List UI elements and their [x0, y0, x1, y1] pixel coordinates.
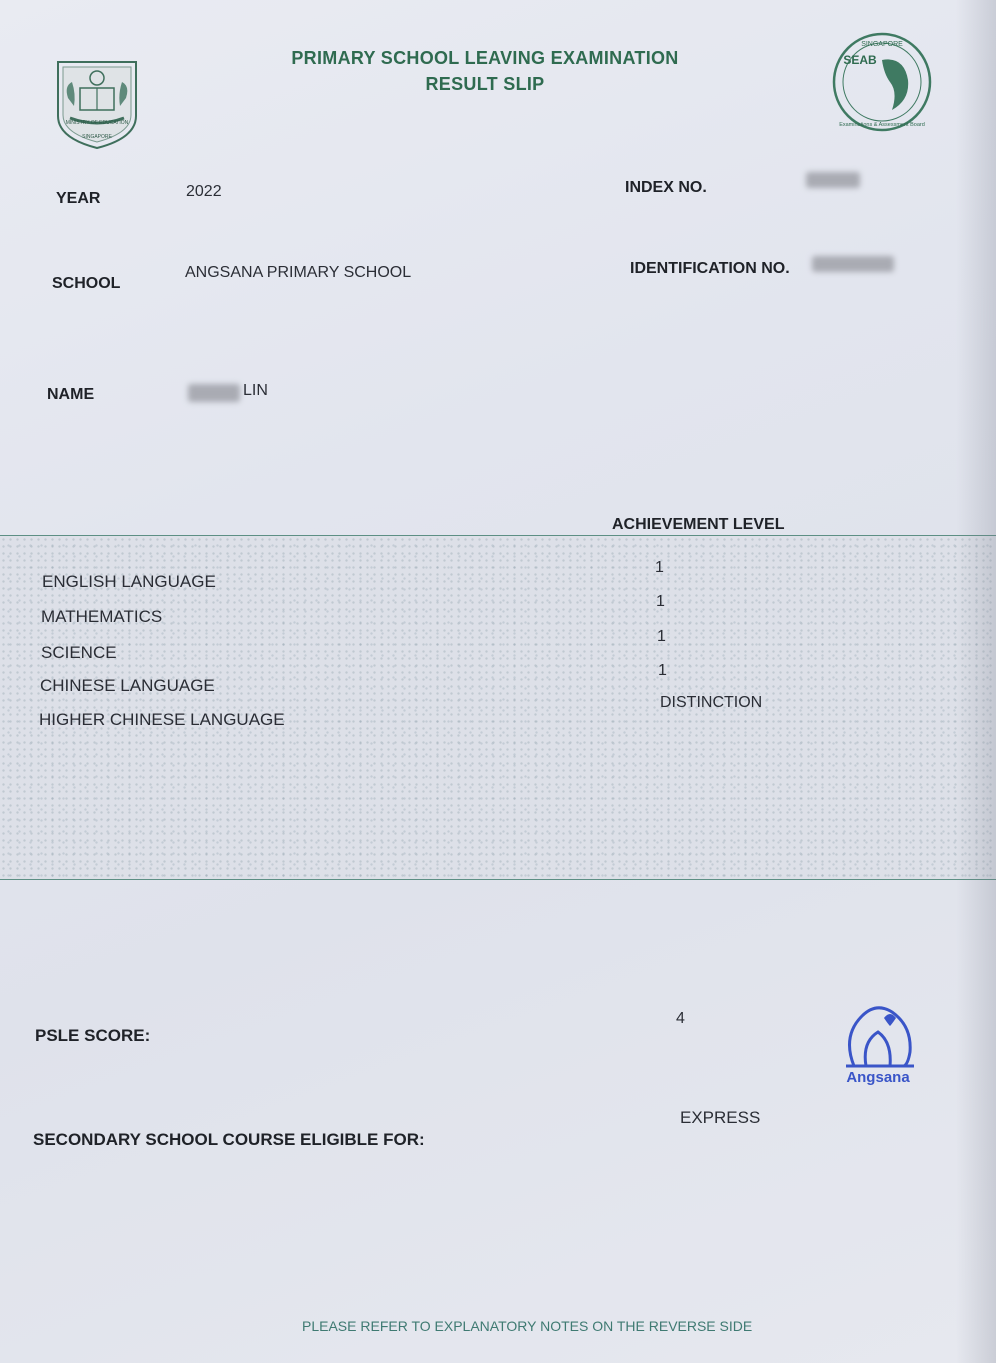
- year-value: 2022: [186, 183, 222, 200]
- school-value: ANGSANA PRIMARY SCHOOL: [185, 264, 412, 281]
- moe-logo-text: MINISTRY OF EDUCATION: [65, 120, 129, 126]
- seab-logo-top: SINGAPORE: [861, 41, 903, 48]
- psle-score-value: 4: [676, 1010, 685, 1027]
- name-redacted: [188, 384, 240, 402]
- moe-logo-sub: SINGAPORE: [82, 134, 112, 140]
- angsana-stamp-text: Angsana: [846, 1069, 910, 1086]
- table-row-subject: MATHEMATICS: [41, 607, 163, 626]
- table-row-subject: HIGHER CHINESE LANGUAGE: [39, 710, 285, 729]
- document-title: PRIMARY SCHOOL LEAVING EXAMINATION: [291, 48, 679, 68]
- paper-edge-shadow: [956, 0, 996, 1363]
- table-row-level: 1: [655, 559, 664, 576]
- school-label: SCHOOL: [52, 275, 121, 292]
- table-row-subject: SCIENCE: [41, 643, 117, 662]
- id-label: IDENTIFICATION NO.: [630, 260, 790, 277]
- moe-crest-logo: [50, 58, 144, 150]
- index-label: INDEX NO.: [625, 179, 707, 196]
- seab-logo-ring: Examinations & Assessment Board: [839, 122, 925, 128]
- course-eligible-value: EXPRESS: [680, 1108, 761, 1127]
- index-redacted: [806, 172, 860, 188]
- seab-logo: [830, 30, 934, 134]
- seab-logo-name: SEAB: [843, 53, 877, 67]
- name-value: LIN: [243, 382, 268, 399]
- table-row-level: DISTINCTION: [660, 694, 763, 711]
- achievement-level-header: ACHIEVEMENT LEVEL: [612, 516, 785, 533]
- table-row-level: 1: [657, 628, 666, 645]
- footer-note: PLEASE REFER TO EXPLANATORY NOTES ON THE REVERSE SIDE: [302, 1318, 753, 1334]
- table-row-level: 1: [658, 662, 667, 679]
- document-subtitle: RESULT SLIP: [425, 74, 545, 94]
- table-row-level: 1: [656, 593, 665, 610]
- course-eligible-label: SECONDARY SCHOOL COURSE ELIGIBLE FOR:: [33, 1130, 425, 1149]
- year-label: YEAR: [56, 190, 101, 207]
- name-label: NAME: [47, 386, 95, 403]
- psle-score-label: PSLE SCORE:: [35, 1026, 151, 1045]
- id-redacted: [812, 256, 894, 272]
- angsana-school-stamp: [832, 996, 926, 1088]
- table-row-subject: ENGLISH LANGUAGE: [42, 572, 216, 591]
- table-row-subject: CHINESE LANGUAGE: [40, 676, 215, 695]
